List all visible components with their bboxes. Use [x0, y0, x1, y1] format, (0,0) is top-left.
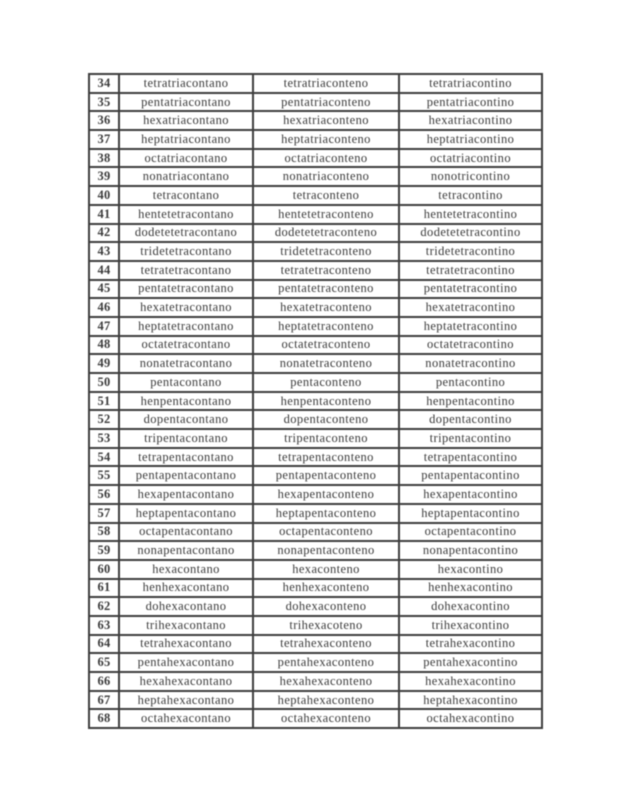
- row-number-cell: 49: [89, 354, 119, 373]
- alkyne-name-cell: tetratetracontino: [399, 261, 542, 280]
- alkene-name-cell: heptatetraconteno: [253, 317, 399, 336]
- table-row: [89, 111, 542, 130]
- alkane-name-cell: octatriacontano: [119, 149, 253, 168]
- row-number-cell: 36: [89, 111, 119, 130]
- row-number-cell: 60: [89, 560, 119, 579]
- alkane-name-cell: dodetetetracontano: [119, 224, 253, 243]
- table-row: [89, 242, 542, 261]
- table-row: [89, 280, 542, 299]
- table-row: [89, 392, 542, 411]
- row-number-cell: 38: [89, 149, 119, 168]
- alkane-name-cell: tetratetracontano: [119, 261, 253, 280]
- alkane-name-cell: tripentacontano: [119, 429, 253, 448]
- alkyne-name-cell: tripentacontino: [399, 429, 542, 448]
- alkane-name-cell: tetratriacontano: [119, 74, 253, 93]
- alkane-name-cell: nonatetracontano: [119, 354, 253, 373]
- alkyne-name-cell: tetrahexacontino: [399, 635, 542, 654]
- alkyne-name-cell: hentetetracontino: [399, 205, 542, 224]
- table-row: [89, 691, 542, 710]
- row-number-cell: 68: [89, 709, 119, 728]
- alkane-name-cell: octahexacontano: [119, 709, 253, 728]
- alkene-name-cell: dopentaconteno: [253, 410, 399, 429]
- alkene-name-cell: pentatriaconteno: [253, 93, 399, 112]
- table-row: [89, 541, 542, 560]
- alkene-name-cell: trihexacoteno: [253, 616, 399, 635]
- alkene-name-cell: nonatriaconteno: [253, 167, 399, 186]
- table-row: [89, 130, 542, 149]
- table-row: [89, 597, 542, 616]
- row-number-cell: 34: [89, 74, 119, 93]
- table-row: [89, 635, 542, 654]
- alkene-name-cell: hexaconteno: [253, 560, 399, 579]
- alkyne-name-cell: hexatetracontino: [399, 298, 542, 317]
- alkene-name-cell: pentaconteno: [253, 373, 399, 392]
- row-number-cell: 65: [89, 653, 119, 672]
- row-number-cell: 64: [89, 635, 119, 654]
- table-row: [89, 317, 542, 336]
- alkyne-name-cell: octapentacontino: [399, 523, 542, 542]
- table-row: [89, 149, 542, 168]
- row-number-cell: 47: [89, 317, 119, 336]
- table-row: [89, 167, 542, 186]
- row-number-cell: 66: [89, 672, 119, 691]
- alkene-name-cell: octatriaconteno: [253, 149, 399, 168]
- alkyne-name-cell: trihexacontino: [399, 616, 542, 635]
- alkane-name-cell: pentatriacontano: [119, 93, 253, 112]
- row-number-cell: 44: [89, 261, 119, 280]
- alkane-name-cell: hexatriacontano: [119, 111, 253, 130]
- alkyne-name-cell: dopentacontino: [399, 410, 542, 429]
- alkyne-name-cell: octatetracontino: [399, 336, 542, 355]
- table-row: [89, 448, 542, 467]
- alkyne-name-cell: nonapentacontino: [399, 541, 542, 560]
- alkyne-name-cell: heptahexacontino: [399, 691, 542, 710]
- alkyne-name-cell: octahexacontino: [399, 709, 542, 728]
- row-number-cell: 50: [89, 373, 119, 392]
- alkene-name-cell: henpentaconteno: [253, 392, 399, 411]
- alkene-name-cell: tetratriaconteno: [253, 74, 399, 93]
- table-row: [89, 429, 542, 448]
- row-number-cell: 43: [89, 242, 119, 261]
- table-row: [89, 560, 542, 579]
- alkene-name-cell: tetrapentaconteno: [253, 448, 399, 467]
- alkane-name-cell: tetrapentacontano: [119, 448, 253, 467]
- table-row: [89, 354, 542, 373]
- alkane-name-cell: henhexacontano: [119, 579, 253, 598]
- alkane-name-cell: tridetetracontano: [119, 242, 253, 261]
- row-number-cell: 57: [89, 504, 119, 523]
- alkene-name-cell: dohexaconteno: [253, 597, 399, 616]
- alkyne-name-cell: heptapentacontino: [399, 504, 542, 523]
- row-number-cell: 42: [89, 224, 119, 243]
- alkyne-name-cell: dohexacontino: [399, 597, 542, 616]
- table-row: [89, 485, 542, 504]
- hydrocarbon-nomenclature-table: [88, 73, 543, 729]
- alkane-name-cell: pentapentacontano: [119, 466, 253, 485]
- alkene-name-cell: heptatriaconteno: [253, 130, 399, 149]
- table-row: [89, 186, 542, 205]
- alkene-name-cell: hentetetraconteno: [253, 205, 399, 224]
- alkyne-name-cell: hexatriacontino: [399, 111, 542, 130]
- alkane-name-cell: heptatetracontano: [119, 317, 253, 336]
- alkene-name-cell: pentatetraconteno: [253, 280, 399, 299]
- alkyne-name-cell: pentatriacontino: [399, 93, 542, 112]
- row-number-cell: 41: [89, 205, 119, 224]
- alkyne-name-cell: tetracontino: [399, 186, 542, 205]
- alkane-name-cell: pentahexacontano: [119, 653, 253, 672]
- alkyne-name-cell: heptatriacontino: [399, 130, 542, 149]
- alkene-name-cell: tetrahexaconteno: [253, 635, 399, 654]
- row-number-cell: 51: [89, 392, 119, 411]
- row-number-cell: 48: [89, 336, 119, 355]
- alkene-name-cell: tridetetraconteno: [253, 242, 399, 261]
- alkyne-name-cell: hexahexacontino: [399, 672, 542, 691]
- alkyne-name-cell: pentahexacontino: [399, 653, 542, 672]
- alkane-name-cell: octapentacontano: [119, 523, 253, 542]
- table-row: [89, 504, 542, 523]
- alkyne-name-cell: octatriacontino: [399, 149, 542, 168]
- alkene-name-cell: hexahexaconteno: [253, 672, 399, 691]
- table-row: [89, 93, 542, 112]
- alkane-name-cell: nonatriacontano: [119, 167, 253, 186]
- row-number-cell: 55: [89, 466, 119, 485]
- alkyne-name-cell: pentacontino: [399, 373, 542, 392]
- table-row: [89, 616, 542, 635]
- table-row: [89, 653, 542, 672]
- alkene-name-cell: octahexaconteno: [253, 709, 399, 728]
- row-number-cell: 56: [89, 485, 119, 504]
- alkene-name-cell: hexatetraconteno: [253, 298, 399, 317]
- alkene-name-cell: tetratetraconteno: [253, 261, 399, 280]
- alkene-name-cell: hexapentaconteno: [253, 485, 399, 504]
- alkane-name-cell: heptatriacontano: [119, 130, 253, 149]
- alkyne-name-cell: tetrapentacontino: [399, 448, 542, 467]
- table-row: [89, 709, 542, 728]
- row-number-cell: 40: [89, 186, 119, 205]
- row-number-cell: 59: [89, 541, 119, 560]
- alkyne-name-cell: henhexacontino: [399, 579, 542, 598]
- alkyne-name-cell: hexacontino: [399, 560, 542, 579]
- alkane-name-cell: henpentacontano: [119, 392, 253, 411]
- row-number-cell: 53: [89, 429, 119, 448]
- alkane-name-cell: hexapentacontano: [119, 485, 253, 504]
- alkane-name-cell: tetracontano: [119, 186, 253, 205]
- row-number-cell: 35: [89, 93, 119, 112]
- alkane-name-cell: pentatetracontano: [119, 280, 253, 299]
- table-row: [89, 466, 542, 485]
- alkyne-name-cell: pentapentacontino: [399, 466, 542, 485]
- alkyne-name-cell: pentatetracontino: [399, 280, 542, 299]
- alkyne-name-cell: tridetetracontino: [399, 242, 542, 261]
- table-body: [89, 74, 542, 728]
- alkene-name-cell: tripentaconteno: [253, 429, 399, 448]
- row-number-cell: 58: [89, 523, 119, 542]
- alkene-name-cell: heptapentaconteno: [253, 504, 399, 523]
- table-row: [89, 205, 542, 224]
- alkane-name-cell: dopentacontano: [119, 410, 253, 429]
- row-number-cell: 54: [89, 448, 119, 467]
- alkane-name-cell: heptahexacontano: [119, 691, 253, 710]
- table-row: [89, 261, 542, 280]
- alkyne-name-cell: nonotricontino: [399, 167, 542, 186]
- alkyne-name-cell: heptatetracontino: [399, 317, 542, 336]
- alkene-name-cell: octatetraconteno: [253, 336, 399, 355]
- table-row: [89, 224, 542, 243]
- alkane-name-cell: trihexacontano: [119, 616, 253, 635]
- row-number-cell: 63: [89, 616, 119, 635]
- table-row: [89, 74, 542, 93]
- row-number-cell: 45: [89, 280, 119, 299]
- alkane-name-cell: heptapentacontano: [119, 504, 253, 523]
- alkene-name-cell: pentahexaconteno: [253, 653, 399, 672]
- alkane-name-cell: hexahexacontano: [119, 672, 253, 691]
- table-row: [89, 336, 542, 355]
- alkane-name-cell: tetrahexacontano: [119, 635, 253, 654]
- table-row: [89, 579, 542, 598]
- row-number-cell: 39: [89, 167, 119, 186]
- alkene-name-cell: dodetetetraconteno: [253, 224, 399, 243]
- row-number-cell: 62: [89, 597, 119, 616]
- alkyne-name-cell: nonatetracontino: [399, 354, 542, 373]
- alkene-name-cell: octapentaconteno: [253, 523, 399, 542]
- row-number-cell: 67: [89, 691, 119, 710]
- row-number-cell: 37: [89, 130, 119, 149]
- alkyne-name-cell: hexapentacontino: [399, 485, 542, 504]
- alkane-name-cell: octatetracontano: [119, 336, 253, 355]
- alkane-name-cell: hexatetracontano: [119, 298, 253, 317]
- alkane-name-cell: hexacontano: [119, 560, 253, 579]
- table-row: [89, 523, 542, 542]
- alkane-name-cell: dohexacontano: [119, 597, 253, 616]
- alkyne-name-cell: henpentacontino: [399, 392, 542, 411]
- alkene-name-cell: heptahexaconteno: [253, 691, 399, 710]
- alkyne-name-cell: tetratriacontino: [399, 74, 542, 93]
- row-number-cell: 52: [89, 410, 119, 429]
- table-row: [89, 410, 542, 429]
- alkene-name-cell: nonatetraconteno: [253, 354, 399, 373]
- table-row: [89, 298, 542, 317]
- alkene-name-cell: hexatriaconteno: [253, 111, 399, 130]
- alkane-name-cell: pentacontano: [119, 373, 253, 392]
- table-row: [89, 672, 542, 691]
- table-row: [89, 373, 542, 392]
- row-number-cell: 61: [89, 579, 119, 598]
- alkene-name-cell: henhexaconteno: [253, 579, 399, 598]
- row-number-cell: 46: [89, 298, 119, 317]
- alkane-name-cell: nonapentacontano: [119, 541, 253, 560]
- alkyne-name-cell: dodetetetracontino: [399, 224, 542, 243]
- alkene-name-cell: tetraconteno: [253, 186, 399, 205]
- alkene-name-cell: nonapentaconteno: [253, 541, 399, 560]
- alkene-name-cell: pentapentaconteno: [253, 466, 399, 485]
- alkane-name-cell: hentetetracontano: [119, 205, 253, 224]
